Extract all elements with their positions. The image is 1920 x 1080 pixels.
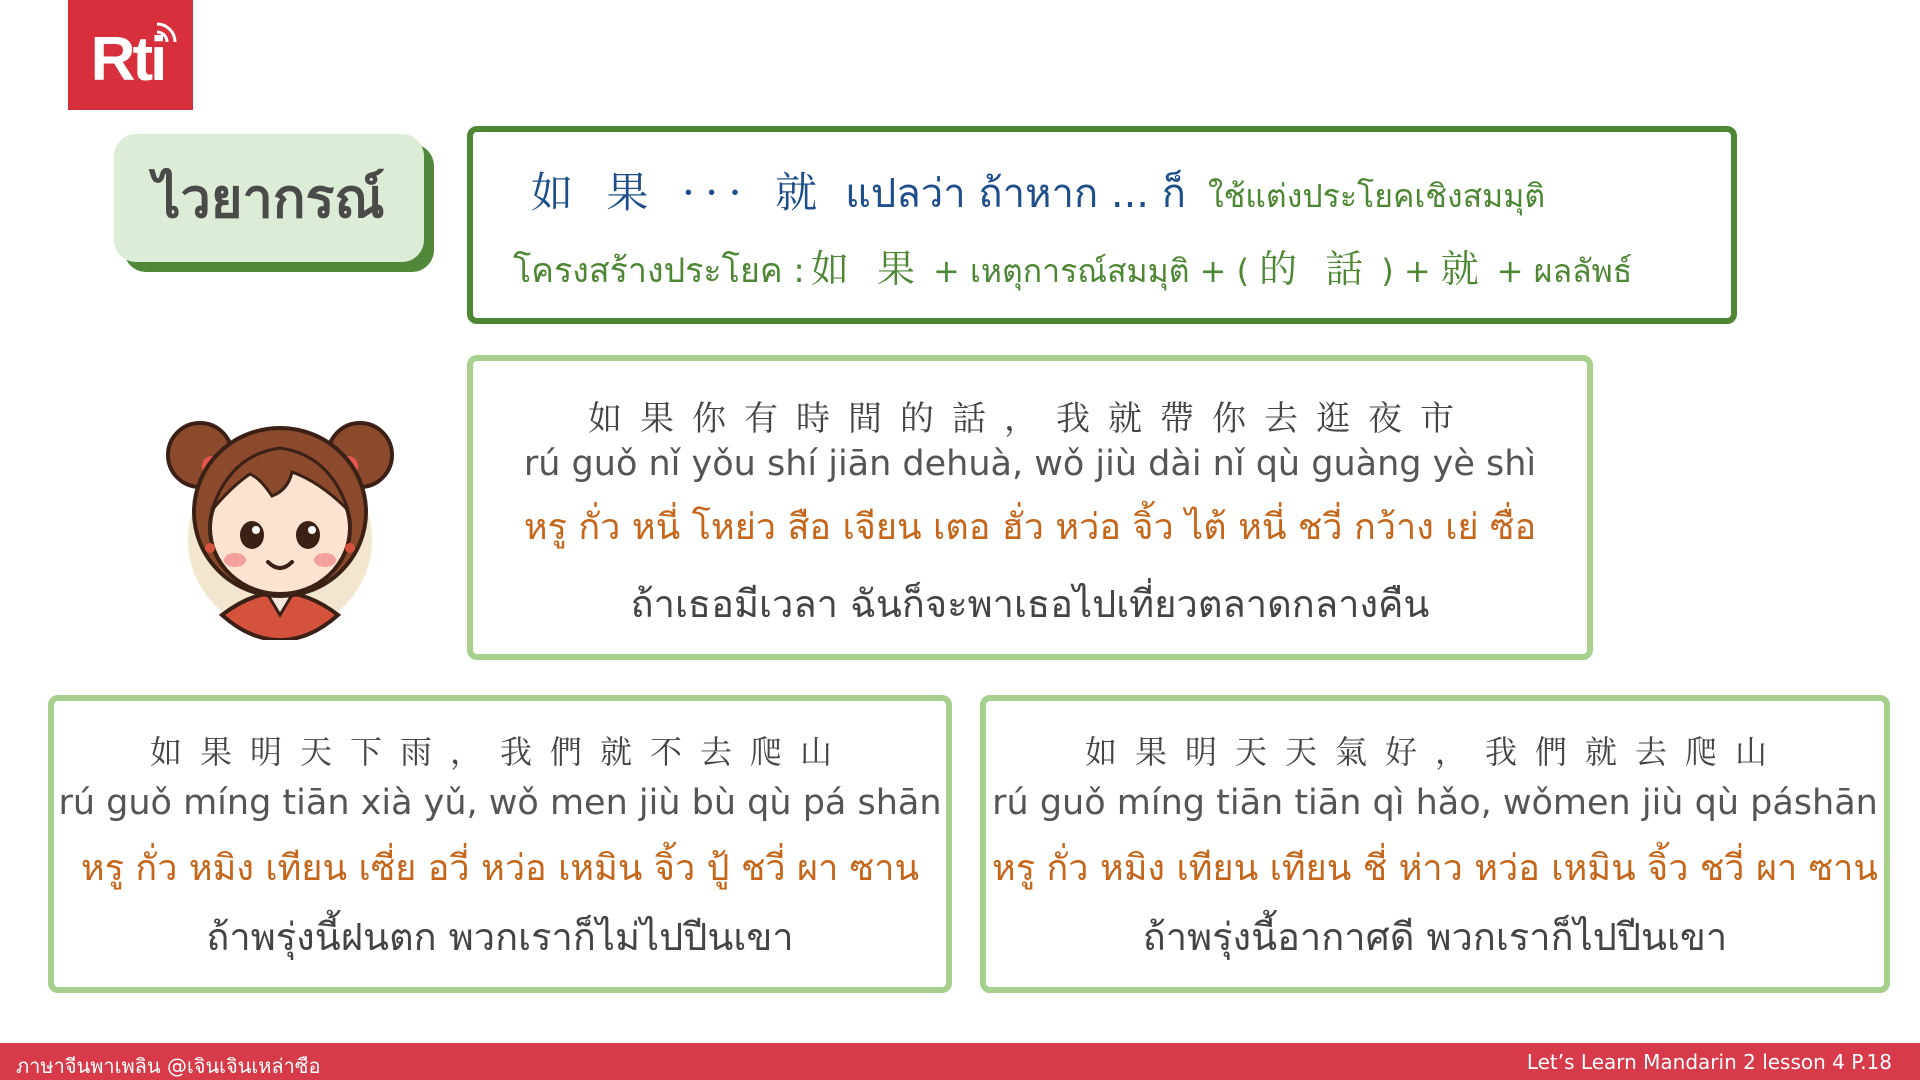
footer-bar [0, 1043, 1920, 1080]
structure-thai-3: + ผลลัพธ์ [1496, 252, 1633, 290]
structure-chinese-3: 就 [1440, 247, 1487, 291]
example-box-right [980, 695, 1890, 993]
example-main-pinyin: rú guǒ nǐ yǒu shí jiān dehuà, wǒ jiù dài nǐ qù guàng yè shì [523, 444, 1537, 484]
rti-logo [68, 0, 193, 110]
grammar-box [467, 126, 1737, 324]
structure-label: โครงสร้างประโยค : [513, 251, 805, 291]
structure-thai-1: + เหตุการณ์สมมุติ + ( [932, 252, 1250, 290]
girl-illustration [160, 400, 400, 640]
example-right-chinese: 如果明天天氣好，我們就去爬山 [1084, 733, 1785, 771]
logo-text: Rti [90, 24, 165, 94]
grammar-tag-label: ไวยากรณ์ [153, 167, 385, 230]
structure-chinese-2: 的 話 [1259, 247, 1372, 291]
footer-right-text: Let’s Learn Mandarin 2 lesson 4 P.18 [1526, 1050, 1892, 1074]
example-left-chinese: 如果明天下雨，我們就不去爬山 [149, 733, 850, 771]
structure-thai-2: ) + [1381, 252, 1431, 290]
grammar-structure-line [513, 238, 1636, 297]
footer-left-text: ภาษาจีนพาเพลิน @เจินเจินเหล่าซือ [16, 1054, 321, 1078]
grammar-pattern-chinese: 如 果 ··· 就 [531, 168, 828, 217]
example-right-thai: ถ้าพรุ่งนี้อากาศดี พวกเราก็ไปปีนเขา [1142, 915, 1728, 959]
signal-icon [153, 18, 183, 48]
structure-chinese-1: 如 果 [810, 247, 923, 291]
example-right-pinyin: rú guǒ míng tiān tiān qì hǎo, wǒmen jiù qù páshān [992, 783, 1878, 823]
example-main-thai: ถ้าเธอมีเวลา ฉันก็จะพาเธอไปเที่ยวตลาดกลางคืน [630, 582, 1430, 626]
grammar-tag [114, 134, 424, 262]
example-box-left [48, 695, 952, 993]
example-main-chinese: 如果你有時間的話，我就帶你去逛夜市 [588, 399, 1472, 439]
example-left-thai-reading: หรู กั่ว หมิง เทียน เซี่ย อวี่ หว่อ เหมิน จิ้ว ปู้ ชวี่ ผา ซาน [80, 848, 920, 889]
example-main-thai-reading: หรู กั่ว หนี่ โหย่ว สือ เจียน เตอ ฮั่ว หว่อ จิ้ว ไต้ หนี่ ชวี่ กว้าง เย่ ซื่อ [523, 507, 1537, 548]
example-left-thai: ถ้าพรุ่งนี้ฝนตก พวกเราก็ไม่ไปปีนเขา [206, 915, 794, 959]
grammar-usage: ใช้แต่งประโยคเชิงสมมุติ [1207, 177, 1546, 215]
example-right-thai-reading: หรู กั่ว หมิง เทียน เทียน ชี่ ห่าว หว่อ เหมิน จิ้ว ชวี่ ผา ซาน [992, 848, 1878, 889]
example-left-pinyin: rú guǒ míng tiān xià yǔ, wǒ men jiù bù qù pá shān [58, 783, 942, 823]
example-box-main [467, 355, 1593, 660]
grammar-meaning: แปลว่า ถ้าหาก ... ก็ [845, 171, 1186, 217]
grammar-pattern-line [531, 160, 1545, 225]
